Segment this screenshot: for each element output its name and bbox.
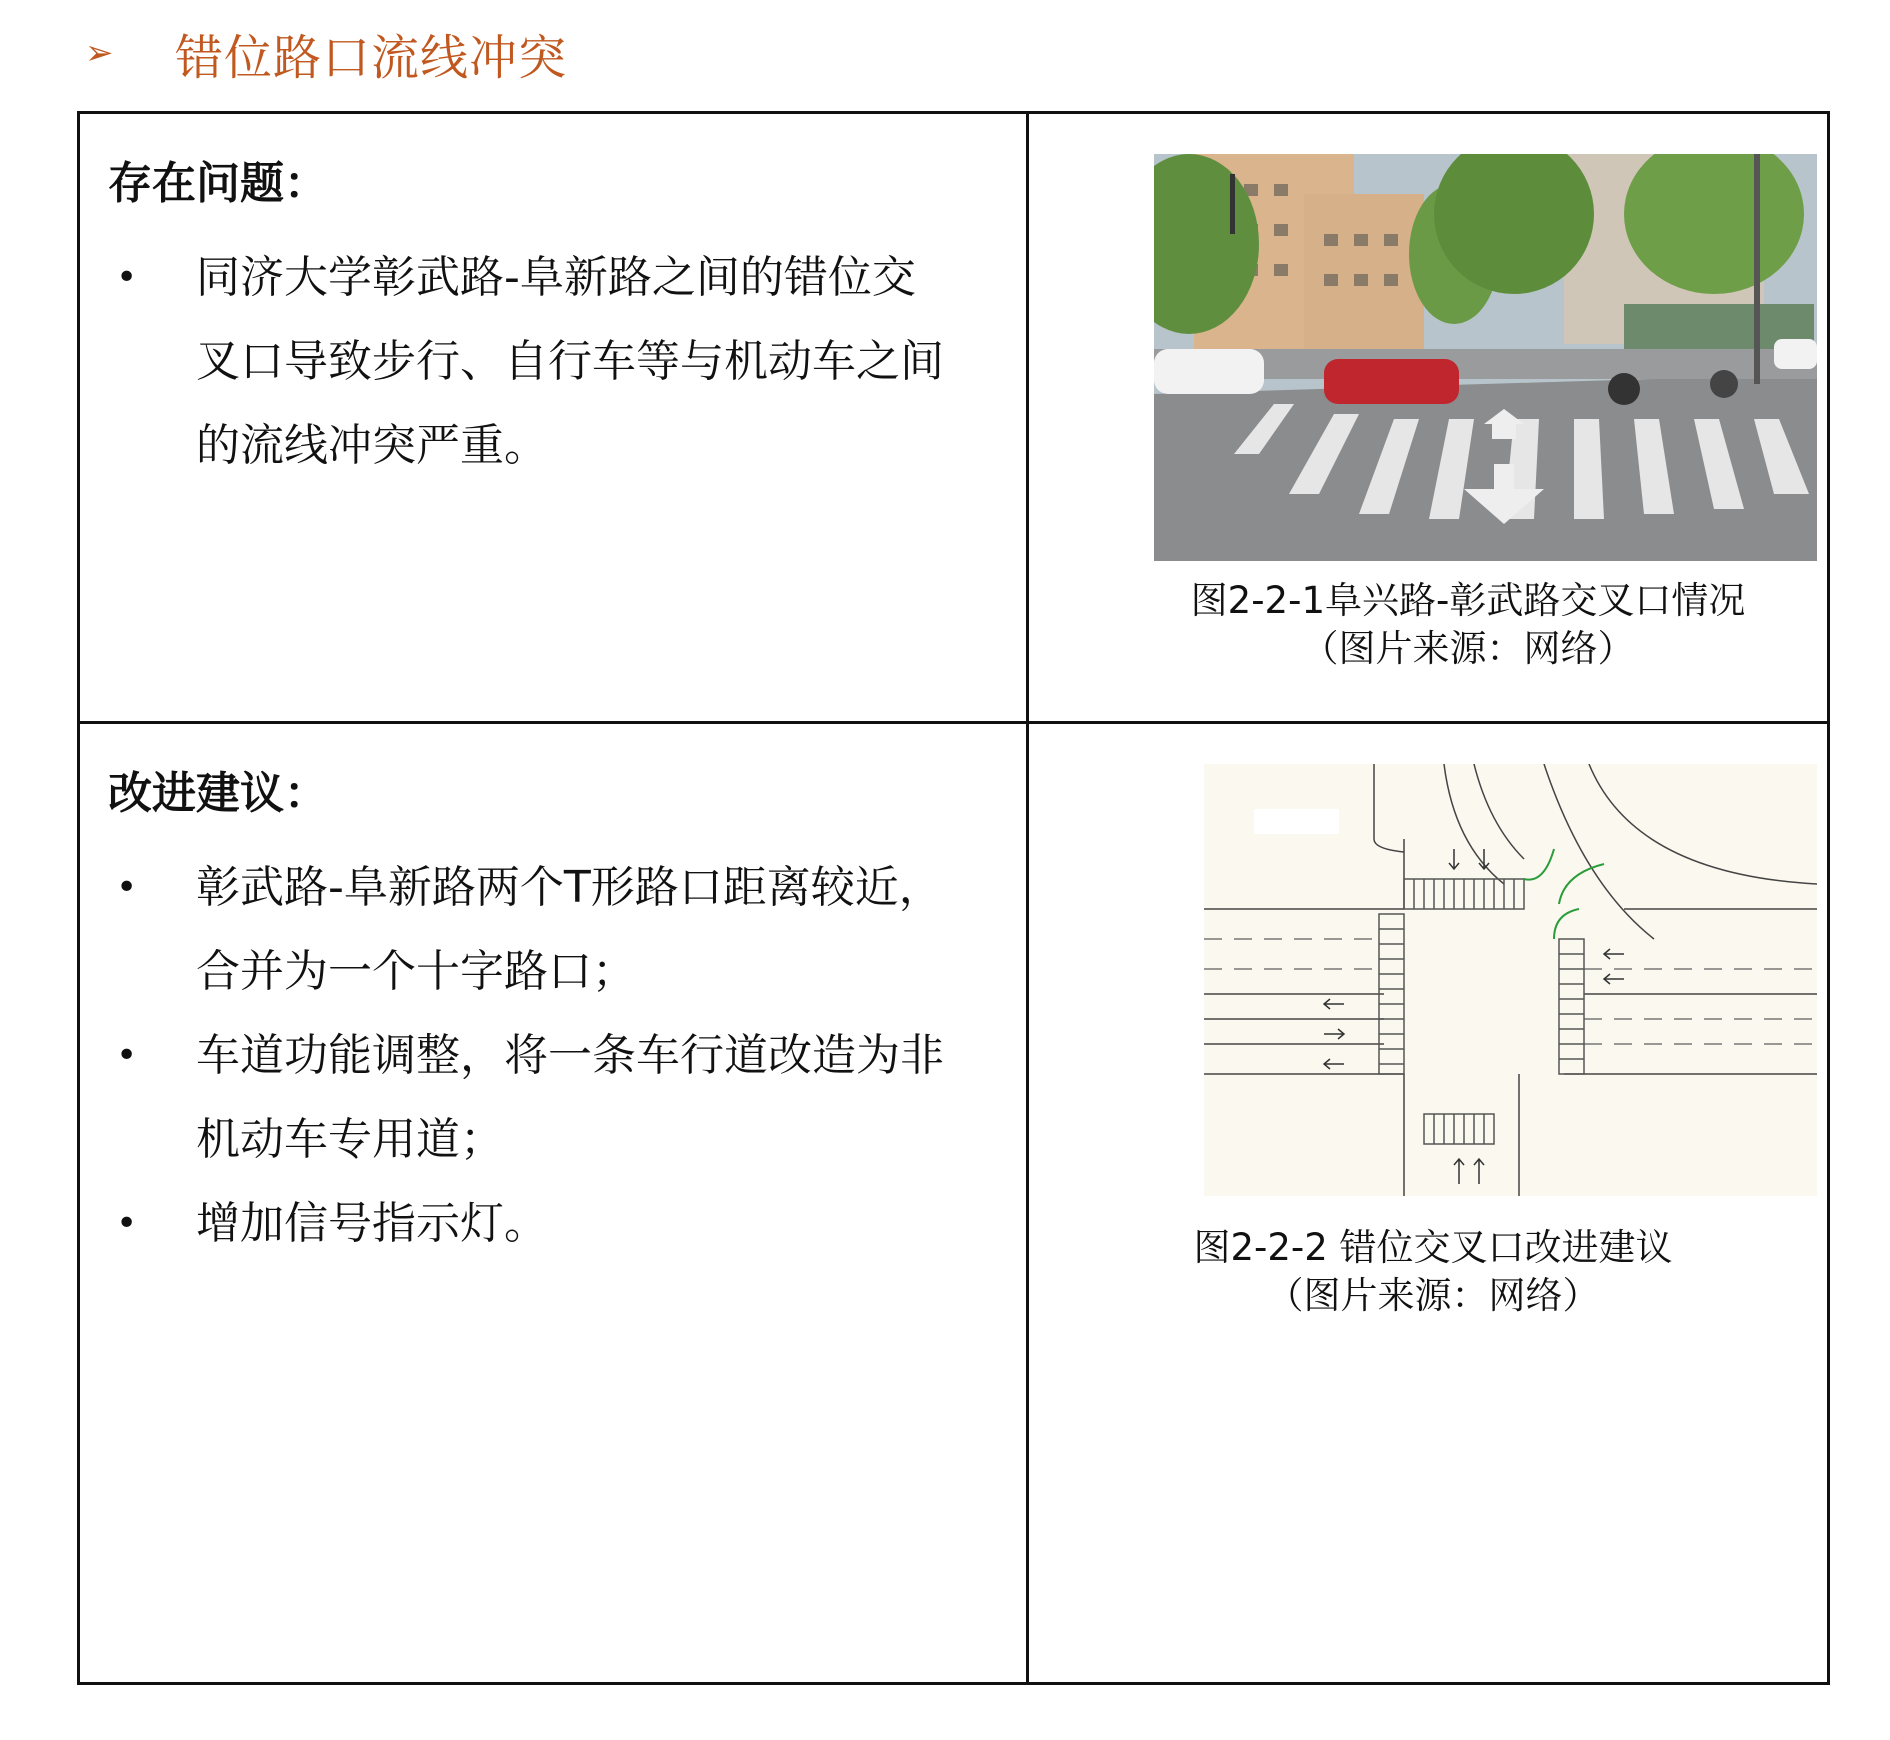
bullet-line: 叉口导致步行、自行车等与机动车之间 — [196, 336, 944, 387]
suggestion-cell — [80, 724, 1026, 1682]
diagram-cell — [1029, 724, 1827, 1682]
photo-cell — [1029, 114, 1827, 721]
bullet-line: 彰武路-阜新路两个T形路口距离较近， — [196, 862, 943, 913]
section-heading — [85, 18, 567, 88]
bullet-line: 车道功能调整，将一条车行道改造为非 — [196, 1030, 944, 1081]
arrow-bullet-icon: ➢ — [85, 33, 114, 73]
bullet-line: 增加信号指示灯。 — [196, 1198, 548, 1249]
figure-2-caption — [1029, 1224, 1827, 1320]
problem-title: 存在问题： — [108, 158, 328, 209]
problem-list — [108, 236, 998, 488]
bullet-dot-icon: • — [116, 1035, 138, 1076]
suggestion-bullet-3 — [108, 1182, 998, 1266]
bullet-line: 合并为一个十字路口； — [196, 946, 636, 997]
problem-bullet-1 — [108, 236, 998, 488]
figure-1-title: 图2-2-1阜兴路-彰武路交叉口情况 — [1190, 579, 1746, 622]
bullet-dot-icon: • — [116, 257, 138, 298]
suggestion-bullet-1 — [108, 846, 998, 1014]
intersection-photo — [1154, 154, 1817, 561]
bullet-line: 的流线冲突严重。 — [196, 420, 548, 471]
figure-1-source: （图片来源：网络） — [1301, 627, 1635, 670]
suggestion-bullet-2 — [108, 1014, 998, 1182]
figure-1-caption — [1029, 577, 1827, 673]
intersection-diagram — [1204, 764, 1817, 1196]
bullet-line: 同济大学彰武路-阜新路之间的错位交 — [196, 252, 916, 303]
problem-cell — [80, 114, 1026, 721]
suggestion-list — [108, 846, 998, 1266]
section-title: 错位路口流线冲突 — [175, 29, 568, 86]
figure-2-title: 图2-2-2 错位交叉口改进建议 — [1193, 1226, 1673, 1269]
bullet-dot-icon: • — [116, 1203, 138, 1244]
content-table — [77, 111, 1830, 1685]
suggestion-title: 改进建议： — [108, 768, 328, 819]
bullet-dot-icon: • — [116, 867, 138, 908]
figure-2-source: （图片来源：网络） — [1266, 1274, 1600, 1317]
bullet-line: 机动车专用道； — [196, 1114, 504, 1165]
